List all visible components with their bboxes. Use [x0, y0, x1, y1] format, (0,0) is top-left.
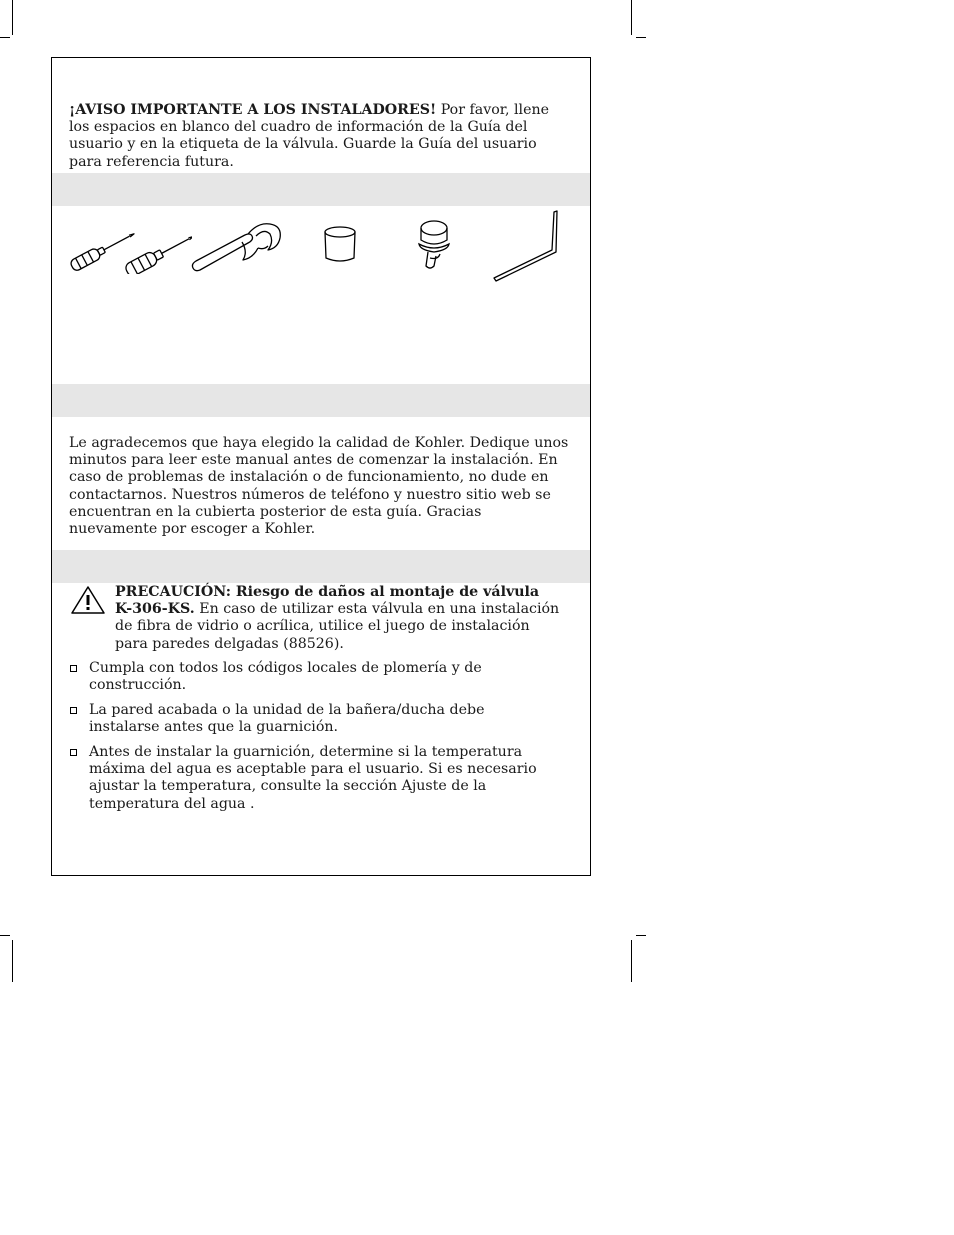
list-item-text: Cumpla con todos los códigos locales de plomería y de construcción. [89, 660, 482, 694]
pliers-icon [188, 212, 288, 274]
stem-part-icon [412, 218, 456, 276]
crop-mark-br-v [631, 940, 632, 982]
warning-triangle-icon [70, 585, 106, 615]
crop-mark-br-h [636, 935, 646, 936]
caution-block [70, 584, 560, 653]
notice-heading: ¡AVISO IMPORTANTE A LOS INSTALADORES! [69, 102, 437, 118]
cap-icon [322, 224, 360, 268]
tools-row [52, 208, 590, 284]
crop-mark-tl-h [0, 37, 10, 38]
screwdrivers-icon [66, 214, 192, 274]
crop-mark-tr-h [636, 37, 646, 38]
content-frame [51, 57, 591, 876]
caution-heading: PRECAUCIÓN: Riesgo de daños al montaje de válvula K-306-KS. [115, 584, 540, 618]
bullet-square-icon [70, 749, 77, 756]
list-item [70, 744, 550, 813]
installer-notice [69, 102, 569, 171]
caution-body: En caso de utilizar esta válvula en una instalación de fibra de vidrio o acrílica, utilice el juego de instalación para paredes delgadas (88526). [115, 601, 560, 652]
crop-mark-tl-v [12, 0, 13, 35]
notice-body: Por favor, llene los espacios en blanco del cuadro de información de la Guía del usuario y en la etiqueta de la válvula. Guarde la Guía del usuario para referencia futura. [69, 102, 550, 170]
bullet-square-icon [70, 665, 77, 672]
intro-paragraph: Le agradecemos que haya elegido la calidad de Kohler. Dedique unos minutos para leer este manual antes de comenzar la instalación. En caso de problemas de instalación o de funcionamiento, no dude en contactarnos. Nuestros números de teléfono y nuestro sitio web se encuentran en la cubierta posterior de esta guía. Gracias nuevamente por escoger a Kohler. [69, 435, 569, 538]
crop-mark-bl-h [0, 935, 10, 936]
list-item [70, 660, 550, 694]
hex-key-icon [490, 208, 564, 284]
list-item [70, 702, 550, 736]
list-item-text: La pared acabada o la unidad de la bañera/ducha debe instalarse antes que la guarnición. [89, 702, 485, 736]
crop-mark-tr-v [631, 0, 632, 35]
bullet-square-icon [70, 707, 77, 714]
list-item-text: Antes de instalar la guarnición, determine si la temperatura máxima del agua es aceptable para el usuario. Si es necesario ajustar la temperatura, consulte la sección Ajuste de la temperatura del agua . [89, 744, 537, 812]
crop-mark-bl-v [12, 940, 13, 982]
section-band-intro [52, 384, 590, 417]
section-band-before [52, 550, 590, 583]
section-band-tools [52, 173, 590, 206]
